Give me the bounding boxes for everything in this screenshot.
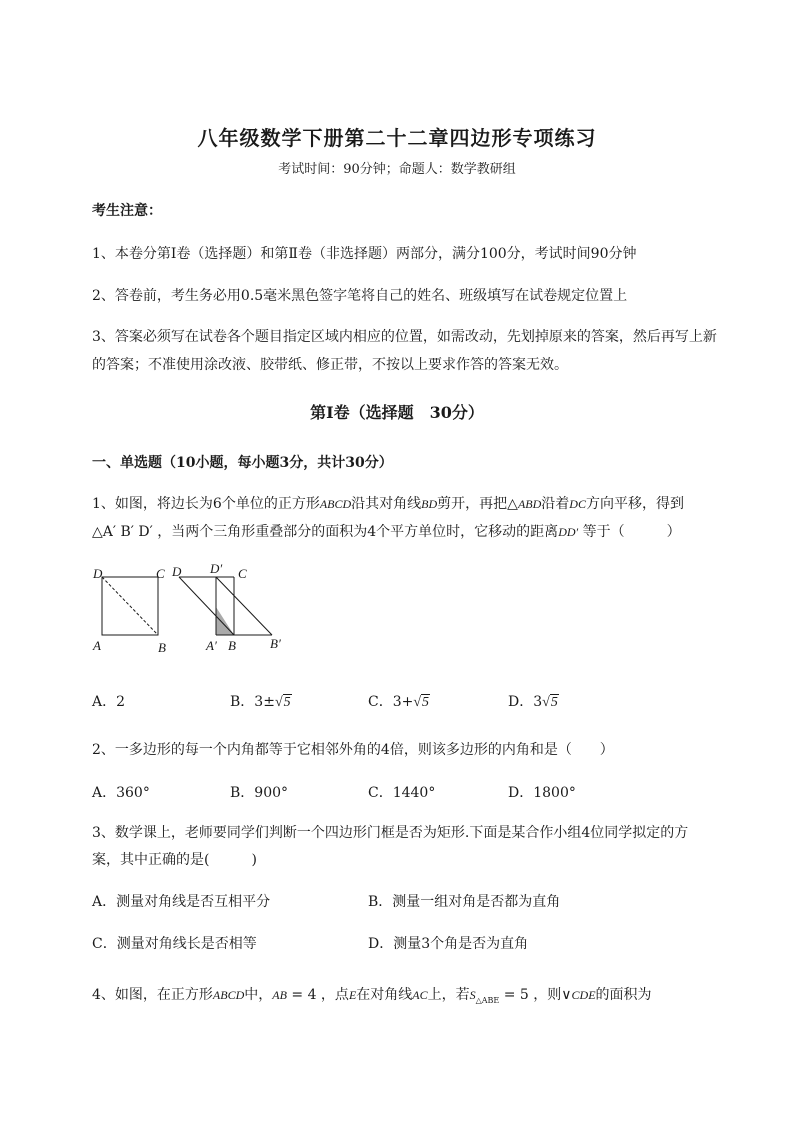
page-title: 八年级数学下册第二十二章四边形专项练习	[197, 126, 597, 150]
label-D-prime: D′	[210, 561, 223, 576]
notice-item-1: 1、本卷分第I卷（选择题）和第Ⅱ卷（非选择题）两部分，满分100分，考试时间90分钟	[92, 246, 637, 262]
notice-item-2: 2、答卷前，考生务必用0.5毫米黑色签字笔将自己的姓名、班级填写在试卷规定位置上	[92, 288, 628, 304]
q3-option-b[interactable]: B．测量一组对角是否都为直角	[368, 894, 561, 910]
notice-item-3: 3、答案必须写在试卷各个题目指定区域内相应的位置，如需改动，先划掉原来的答案，然后再写上新	[92, 329, 717, 345]
label-B-2: B	[228, 638, 236, 653]
label-A: A	[93, 638, 101, 653]
q3-option-c[interactable]: C．测量对角线长是否相等	[92, 936, 257, 952]
q3-option-d[interactable]: D．测量3个角是否为直角	[368, 936, 529, 952]
notice-item-3-cont: 的答案；不准使用涂改液、胶带纸、修正带，不按以上要求作答的答案无效。	[92, 357, 568, 373]
exam-subtitle: 考试时间：90分钟；命题人：数学教研组	[278, 162, 516, 177]
q3-option-a[interactable]: A．测量对角线是否互相平分	[92, 894, 271, 910]
label-D-2: D	[172, 564, 182, 579]
label-B-prime: B′	[270, 636, 281, 651]
label-B: B	[158, 640, 166, 655]
q2-text: 2、一多边形的每一个内角都等于它相邻外角的4倍，则该多边形的内角和是（ ）	[92, 742, 614, 758]
q1-line-1: 1、如图，将边长为6个单位的正方形ABCD沿其对角线BD剪开，再把△ABD沿着DC方向平移，得到	[92, 496, 684, 512]
q2-option-b[interactable]: B．900°	[230, 785, 289, 801]
q4-line-1: 4、如图，在正方形ABCD中，AB = 4 ，点E在对角线AC上，若$S_{\triangle ABE} = 5$ ，则∨CDE的面积为	[92, 987, 652, 1005]
q3-line-1: 3、数学课上，老师要同学们判断一个四边形门框是否为矩形.下面是某合作小组4位同学拟定的方	[92, 825, 689, 841]
q1-option-c[interactable]: C．3+√5	[368, 694, 430, 710]
label-D: D	[93, 566, 103, 581]
q1-option-a[interactable]: A．2	[92, 694, 126, 710]
q1-option-b[interactable]: B．3±√5	[230, 694, 291, 710]
q2-option-c[interactable]: C．1440°	[368, 785, 436, 801]
label-C-2: C	[238, 566, 247, 581]
part-title: 一、单选题（10小题，每小题3分，共计30分）	[92, 455, 393, 471]
section-title: 第I卷（选择题 30分）	[310, 403, 484, 422]
q1-option-d[interactable]: D．3√5	[508, 694, 558, 710]
q3-line-2: 案，其中正确的是( )	[92, 852, 257, 868]
notice-heading: 考生注意：	[92, 203, 162, 219]
label-A-prime: A′	[206, 638, 217, 653]
q2-option-a[interactable]: A．360°	[92, 785, 150, 801]
q1-figure	[88, 560, 298, 660]
q2-option-d[interactable]: D．1800°	[508, 785, 576, 801]
q1-line-2: △A′ B′ D′ ，当两个三角形重叠部分的面积为4个平方单位时，它移动的距离DD′ 等于（ ）	[92, 524, 681, 540]
label-C: C	[156, 566, 165, 581]
